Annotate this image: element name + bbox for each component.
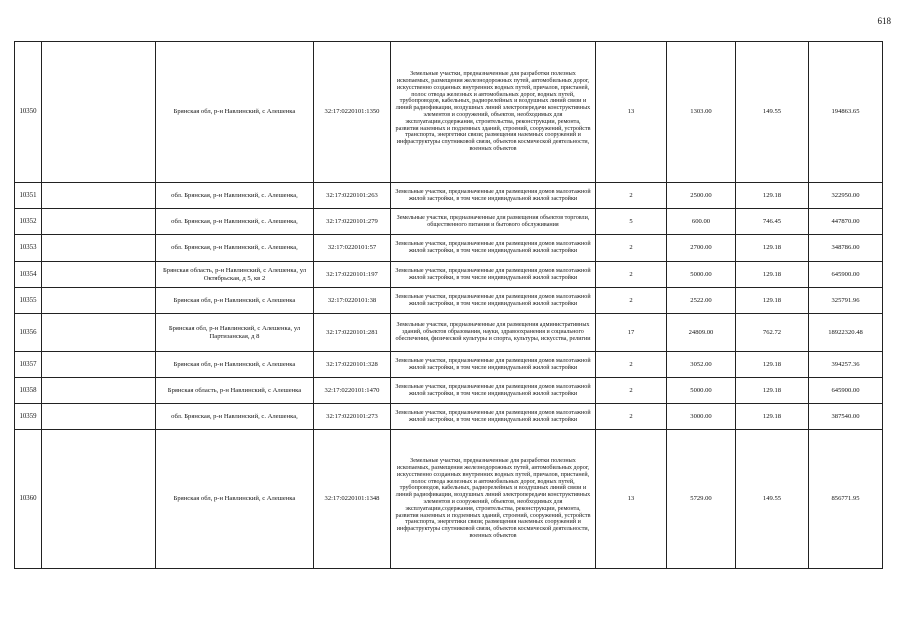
table-row [15,288,883,314]
row-cadastral-value: 194863.65 [809,42,883,183]
row-land-purpose: Земельные участки, предназначенные для размещения домов малоэтажной жилой застройки, в том числе индивидуальной жилой застройки [391,262,596,288]
page-number: 618 [877,16,891,26]
row-specific-value: 762.72 [736,314,809,352]
row-land-purpose: Земельные участки, предназначенные для размещения домов малоэтажной жилой застройки, в том числе индивидуальной жилой застройки [391,183,596,209]
row-specific-value: 746.45 [736,209,809,235]
row-cadastral-value: 322950.00 [809,183,883,209]
row-blank [42,262,156,288]
row-address: Брянская область, р-н Навлинский, с Алешенка, ул Октябрьская, д 5, кв 2 [156,262,314,288]
row-blank [42,352,156,378]
row-cadastral-value: 387540.00 [809,404,883,430]
table-body [15,42,883,569]
row-land-purpose: Земельные участки, предназначенные для размещения домов малоэтажной жилой застройки, в том числе индивидуальной жилой застройки [391,288,596,314]
row-address: обл. Брянская, р-н Навлинский, с. Алешенка, [156,404,314,430]
row-specific-value: 129.18 [736,235,809,262]
row-cadastral-value: 645900.00 [809,262,883,288]
row-purpose-code: 5 [596,209,667,235]
row-blank [42,288,156,314]
row-cadastral-number: 32:17:0220101:38 [314,288,391,314]
row-cadastral-number: 32:17:0220101:197 [314,262,391,288]
row-cadastral-number: 32:17:0220101:1350 [314,42,391,183]
row-cadastral-number: 32:17:0220101:263 [314,183,391,209]
row-specific-value: 149.55 [736,42,809,183]
row-land-purpose: Земельные участки, предназначенные для размещения объектов торговли, общественного питания и бытового обслуживания [391,209,596,235]
row-cadastral-number: 32:17:0220101:57 [314,235,391,262]
row-area: 5729.00 [667,430,736,569]
row-area: 1303.00 [667,42,736,183]
row-address: обл. Брянская, р-н Навлинский, с. Алешенка, [156,209,314,235]
row-land-purpose: Земельные участки, предназначенные для разработки полезных ископаемых, размещения железнодорожных путей, автомобильных дорог, искусственно созданных внутренних водных путей, причалов, пристаней, полос отвода железных и автомобильных дорог, водных путей, трубопроводов, кабельных, радиорелейных и воздушных линий связи и линий радиофикации, воздушных линий электропередачи конструктивных элементов и сооружений, объектов, необходимых для эксплуатации,содержания, строительства, реконструкции, ремонта, развития наземных и подземных зданий, строений, сооружений, устройств транспорта, энергетики связи; размещения наземных сооружений и инфраструктуры спутниковой связи, объектов космической деятельности, военных объектов [391,42,596,183]
table-row [15,209,883,235]
row-blank [42,430,156,569]
row-cadastral-value: 348786.00 [809,235,883,262]
row-specific-value: 129.18 [736,183,809,209]
row-cadastral-value: 18922320.48 [809,314,883,352]
row-area: 3052.00 [667,352,736,378]
row-purpose-code: 2 [596,235,667,262]
row-specific-value: 129.18 [736,262,809,288]
table-row [15,378,883,404]
row-cadastral-value: 856771.95 [809,430,883,569]
land-register-table [14,41,883,569]
row-area: 2522.00 [667,288,736,314]
row-area: 600.00 [667,209,736,235]
row-id: 10351 [15,183,42,209]
row-cadastral-number: 32:17:0220101:1470 [314,378,391,404]
row-cadastral-value: 447870.00 [809,209,883,235]
row-land-purpose: Земельные участки, предназначенные для размещения административных зданий, объектов образования, науки, здравоохранения и социального обеспечения, физической культуры и спорта, культуры, искусства, религии [391,314,596,352]
row-id: 10356 [15,314,42,352]
row-id: 10353 [15,235,42,262]
row-cadastral-value: 394257.36 [809,352,883,378]
row-blank [42,183,156,209]
row-cadastral-number: 32:17:0220101:1348 [314,430,391,569]
row-purpose-code: 2 [596,288,667,314]
row-purpose-code: 13 [596,42,667,183]
row-id: 10357 [15,352,42,378]
table-row [15,183,883,209]
row-area: 2500.00 [667,183,736,209]
row-specific-value: 149.55 [736,430,809,569]
row-blank [42,378,156,404]
row-specific-value: 129.18 [736,404,809,430]
table-row [15,430,883,569]
row-address: обл. Брянская, р-н Навлинский, с. Алешенка, [156,183,314,209]
row-land-purpose: Земельные участки, предназначенные для размещения домов малоэтажной жилой застройки, в том числе индивидуальной жилой застройки [391,352,596,378]
row-area: 5000.00 [667,262,736,288]
row-land-purpose: Земельные участки, предназначенные для размещения домов малоэтажной жилой застройки, в том числе индивидуальной жилой застройки [391,235,596,262]
row-id: 10360 [15,430,42,569]
row-specific-value: 129.18 [736,378,809,404]
row-cadastral-value: 645900.00 [809,378,883,404]
row-blank [42,314,156,352]
row-id: 10354 [15,262,42,288]
row-address: Брянская обл, р-н Навлинский, с Алешенка, ул Партизанская, д 8 [156,314,314,352]
row-id: 10355 [15,288,42,314]
row-id: 10359 [15,404,42,430]
row-land-purpose: Земельные участки, предназначенные для размещения домов малоэтажной жилой застройки, в том числе индивидуальной жилой застройки [391,404,596,430]
row-address: Брянская обл, р-н Навлинский, с Алешенка [156,42,314,183]
table-row [15,42,883,183]
row-id: 10352 [15,209,42,235]
row-blank [42,42,156,183]
row-blank [42,404,156,430]
row-land-purpose: Земельные участки, предназначенные для разработки полезных ископаемых, размещения железнодорожных путей, автомобильных дорог, искусственно созданных внутренних водных путей, причалов, пристаней, полос отвода железных и автомобильных дорог, водных путей, трубопроводов, кабельных, радиорелейных и воздушных линий связи и линий радиофикации, воздушных линий электропередачи конструктивных элементов и сооружений, объектов, необходимых для эксплуатации,содержания, строительства, реконструкции, ремонта, развития наземных и подземных зданий, строений, сооружений, устройств транспорта, энергетики связи; размещения наземных сооружений и инфраструктуры спутниковой связи, объектов космической деятельности, военных объектов [391,430,596,569]
table-row [15,352,883,378]
row-purpose-code: 17 [596,314,667,352]
row-area: 3000.00 [667,404,736,430]
table-row [15,314,883,352]
table-row [15,235,883,262]
row-cadastral-number: 32:17:0220101:273 [314,404,391,430]
row-cadastral-number: 32:17:0220101:328 [314,352,391,378]
row-address: Брянская обл, р-н Навлинский, с Алешенка [156,288,314,314]
table-row [15,404,883,430]
row-address: Брянская область, р-н Навлинский, с Алешенка [156,378,314,404]
row-purpose-code: 2 [596,183,667,209]
row-area: 5000.00 [667,378,736,404]
row-specific-value: 129.18 [736,288,809,314]
table-row [15,262,883,288]
row-cadastral-number: 32:17:0220101:279 [314,209,391,235]
row-purpose-code: 2 [596,262,667,288]
row-blank [42,209,156,235]
row-cadastral-number: 32:17:0220101:281 [314,314,391,352]
row-address: Брянская обл, р-н Навлинский, с Алешенка [156,430,314,569]
row-purpose-code: 2 [596,404,667,430]
row-id: 10350 [15,42,42,183]
row-id: 10358 [15,378,42,404]
row-specific-value: 129.18 [736,352,809,378]
row-purpose-code: 2 [596,378,667,404]
row-purpose-code: 13 [596,430,667,569]
row-cadastral-value: 325791.96 [809,288,883,314]
row-blank [42,235,156,262]
row-address: обл. Брянская, р-н Навлинский, с. Алешенка, [156,235,314,262]
row-land-purpose: Земельные участки, предназначенные для размещения домов малоэтажной жилой застройки, в том числе индивидуальной жилой застройки [391,378,596,404]
row-purpose-code: 2 [596,352,667,378]
row-address: Брянская обл, р-н Навлинский, с Алешенка [156,352,314,378]
row-area: 2700.00 [667,235,736,262]
row-area: 24809.00 [667,314,736,352]
